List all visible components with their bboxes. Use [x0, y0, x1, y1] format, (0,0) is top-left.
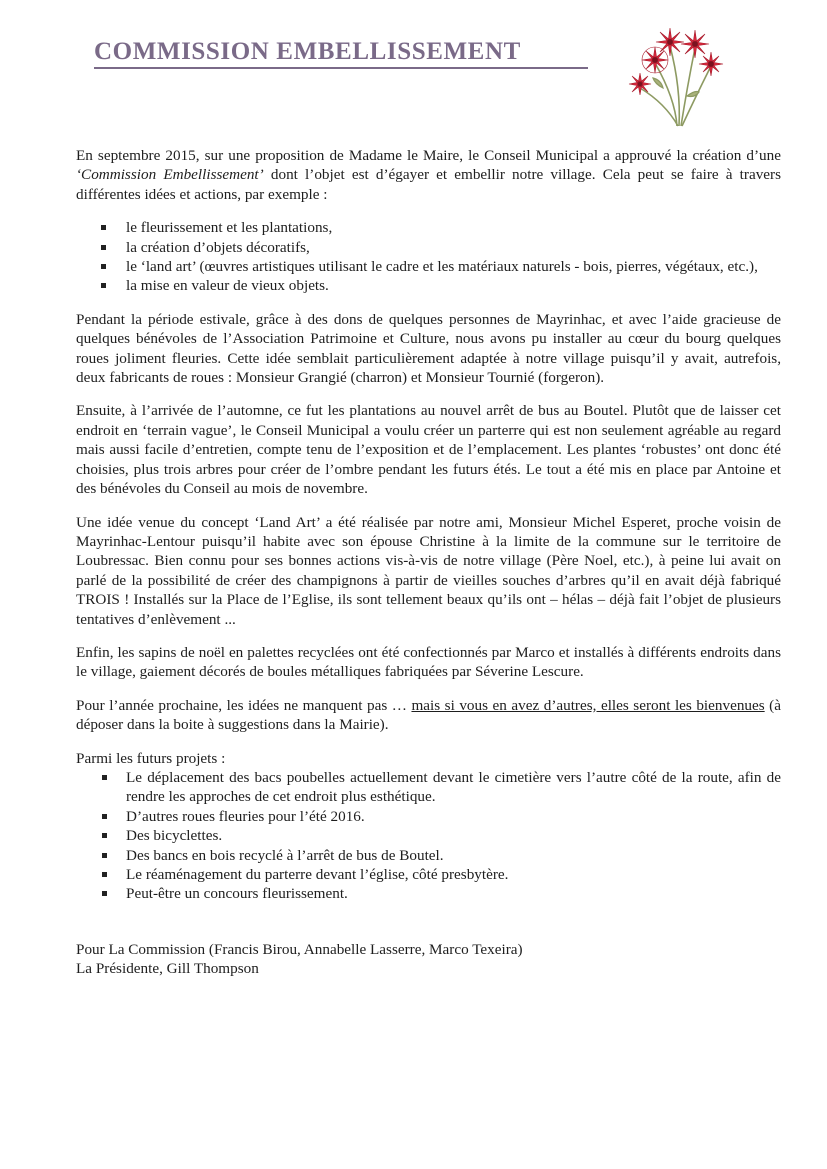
document-body — [76, 146, 781, 979]
suggestions-callout: mais si vous en avez d’autres, elles seront les bienvenues — [411, 696, 765, 714]
list-item: Le déplacement des bacs poubelles actuellement devant le cimetière vers l’autre côté de la route, afin de rendre les approches de cet endroit plus esthétique. — [76, 768, 781, 807]
commission-name: ‘Commission Embellissement’ — [76, 166, 264, 184]
examples-list — [76, 218, 781, 296]
list-item: Des bancs en bois recyclé à l’arrêt de bus de Boutel. — [76, 846, 781, 865]
list-item: le ‘land art’ (œuvres artistiques utilisant le cadre et les matériaux naturels - bois, pierres, végétaux, etc.), — [76, 257, 781, 276]
signature-line: La Présidente, Gill Thompson — [76, 960, 259, 978]
list-item: la création d’objets décoratifs, — [76, 238, 781, 257]
projects-list — [76, 768, 781, 904]
projects-heading: Parmi les futurs projets : — [76, 749, 226, 767]
christmas-trees-paragraph: Enfin, les sapins de noël en palettes recyclées ont été confectionnés par Marco et installés à différents endroits dans le village, gaiement décorés de boules métalliques fabriquées par Séverine Lescure. — [76, 643, 781, 681]
page-title: COMMISSION EMBELLISSEMENT — [94, 38, 588, 69]
next-year-paragraph: Pour l’année prochaine, les idées ne manquent pas … mais si vous en avez d’autres, elles seront les bienvenues (à déposer dans la boite à suggestions dans la Mairie). — [76, 696, 781, 734]
list-item: Peut-être un concours fleurissement. — [76, 884, 781, 903]
signature-block — [76, 940, 781, 979]
list-item: le fleurissement et les plantations, — [76, 218, 781, 237]
list-item: D’autres roues fleuries pour l’été 2016. — [76, 807, 781, 826]
signature-line: Pour La Commission (Francis Birou, Annabelle Lasserre, Marco Texeira) — [76, 940, 523, 958]
land-art-paragraph: Une idée venue du concept ‘Land Art’ a été réalisée par notre ami, Monsieur Michel Esperet, proche voisin de Mayrinhac-Lentour puisqu’il habite avec son épouse Christine à la limite de la commune sur le territoire de Loubressac. Bien connu pour ses bonnes actions vis-à-vis de notre village (Père Noel, etc.), à peine lui avait on parlé de la possibilité de créer des champignons à partir de vieilles souches d’arbres qu’il en avait déjà fabriqué TROIS ! Installés sur la Place de l’Eglise, ils sont tellement beaux qu’ils ont – hélas – déjà fait l’objet de plusieurs tentatives d’enlèvement ... — [76, 513, 781, 628]
summer-paragraph: Pendant la période estivale, grâce à des dons de quelques personnes de Mayrinhac, et avec l’aide gracieuse de quelques bénévoles de l’Association Patrimoine et Culture, nous avons pu installer au cœur du bourg quelques roues joliment fleuries. Cette idée semblait particulièrement adaptée à notre village puisqu’il y avait, autrefois, deux fabricants de roues : Monsieur Grangié (charron) et Monsieur Tournié (forgeron). — [76, 310, 781, 387]
flower-bouquet-icon — [625, 18, 725, 128]
list-item: Des bicyclettes. — [76, 826, 781, 845]
list-item: Le réaménagement du parterre devant l’église, côté presbytère. — [76, 865, 781, 884]
autumn-paragraph: Ensuite, à l’arrivée de l’automne, ce fut les plantations au nouvel arrêt de bus au Boutel. Plutôt que de laisser cet endroit en ‘terrain vague’, le Conseil Municipal a voulu créer un parterre qui est non seulement agréable au regard mais aussi facile d’entretien, compte tenu de l’exposition et de l’emplacement. Les plantes ‘robustes’ ont donc été choisies, plus trois arbres pour créer de l’ombre pendant les futurs étés. Le tout a été mis en place par Antoine et des bénévoles du Conseil au mois de novembre. — [76, 402, 781, 498]
list-item: la mise en valeur de vieux objets. — [76, 276, 781, 295]
intro-paragraph: En septembre 2015, sur une proposition de Madame le Maire, le Conseil Municipal a approuvé la création d’une ‘Commission Embellissement’ dont l’objet est d’égayer et embellir notre village. Cela peut se faire à travers différentes idées et actions, par exemple : — [76, 147, 782, 203]
